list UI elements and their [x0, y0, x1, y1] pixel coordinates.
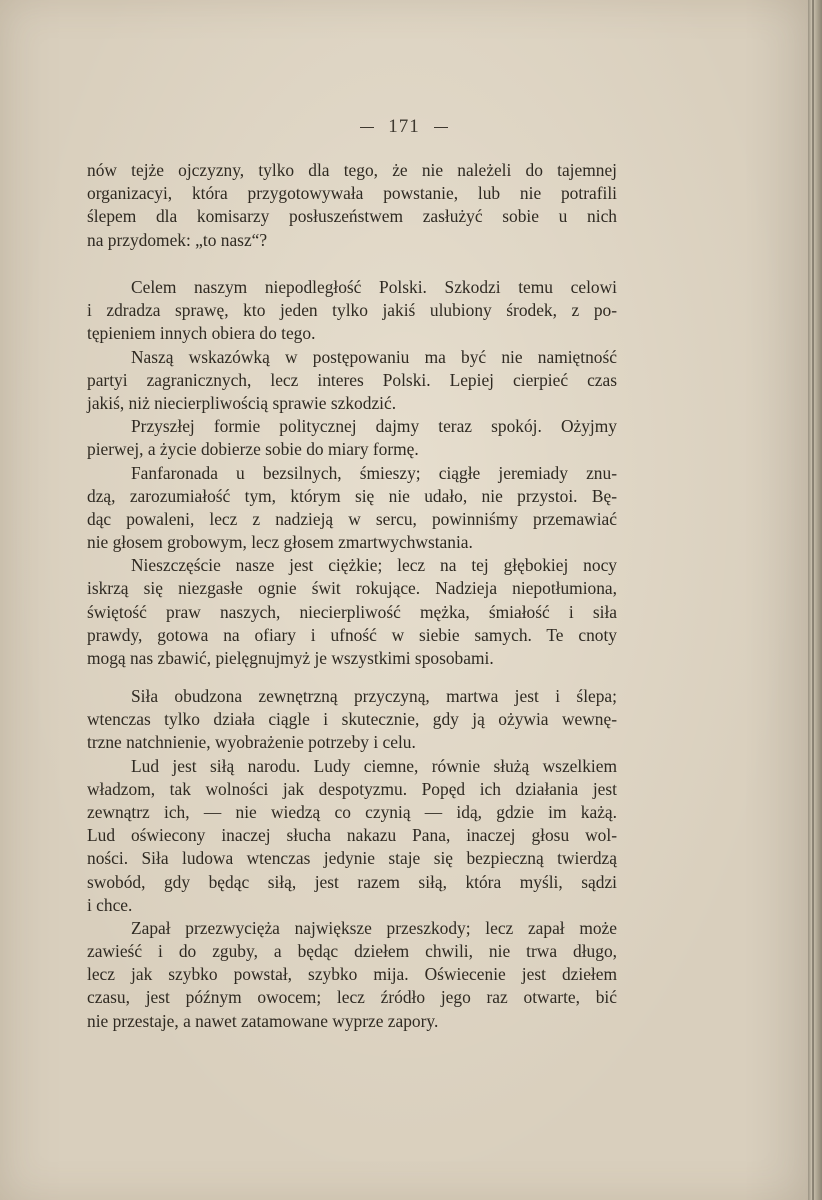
text-line: Lud oświecony inaczej słucha nakazu Pana, inaczej głosu wol- [87, 825, 617, 846]
text-line: Przyszłej formie politycznej dajmy teraz spokój. Ożyjmy [131, 416, 617, 437]
text-line: nie głosem grobowym, lecz głosem zmartwychwstania. [87, 532, 473, 553]
text-line: dąc powaleni, lecz z nadzieją w sercu, powinniśmy przemawiać [87, 508, 617, 529]
header-dash-left [360, 127, 374, 128]
text-line: ności. Siła ludowa wtenczas jedynie staje się bezpieczną twierdzą [87, 848, 617, 869]
text-block-3 [87, 685, 617, 1033]
text-line: partyi zagranicznych, lecz interes Polski. Lepiej cierpieć czas [87, 369, 617, 390]
text-line: Celem naszym niepodległość Polski. Szkodzi temu celowi [131, 277, 617, 297]
text-line: czasu, jest późnym owocem; lecz źródło jego raz otwarte, bić [87, 987, 617, 1008]
text-line: Siła obudzona zewnętrzną przyczyną, martwa jest i ślepa; [131, 686, 617, 706]
text-line: świętość praw naszych, niecierpliwość mężka, śmiałość i siła [87, 601, 617, 622]
text-line: i chce. [87, 894, 133, 915]
text-line: zewnątrz ich, — nie wiedzą co czynią — idą, gdzie im każą. [87, 801, 617, 822]
page-header [0, 116, 808, 138]
text-line: lecz jak szybko powstał, szybko mija. Oświecenie jest dziełem [87, 964, 617, 985]
text-line: nów tejże ojczyzny, tylko dla tego, że nie należeli do tajemnej [87, 160, 617, 180]
text-line: Naszą wskazówką w postępowaniu ma być nie namiętność [131, 346, 617, 367]
text-line: prawdy, gotowa na ofiary i ufność w siebie samych. Te cnoty [87, 624, 617, 645]
text-line: Lud jest siłą narodu. Ludy ciemne, równie służą wszelkiem [131, 755, 617, 776]
text-line: władzom, tak wolności jak despotyzmu. Popęd ich działania jest [87, 778, 617, 799]
text-line: ślepem dla komisarzy posłuszeństwem zasłużyć sobie u nich [87, 206, 617, 227]
text-line: Nieszczęście nasze jest ciężkie; lecz na tej głębokiej nocy [131, 555, 617, 576]
text-line: Zapał przezwycięża największe przeszkody; lecz zapał może [131, 917, 617, 938]
text-line: iskrzą się niezgasłe ognie świt rokujące. Nadzieja niepotłumiona, [87, 578, 617, 599]
text-line: mogą nas zbawić, pielęgnujmyż je wszystkimi sposobami. [87, 648, 494, 668]
text-line: tępieniem innych obiera do tego. [87, 323, 316, 344]
text-line: nie przestaje, a nawet zatamowane wyprze zapory. [87, 1010, 439, 1031]
page-edge [808, 0, 822, 1200]
text-line: Fanfaronada u bezsilnych, śmieszy; ciągłe jeremiady znu- [131, 462, 617, 483]
text-line: zawieść i do zguby, a będąc dziełem chwili, nie trwa długo, [87, 941, 617, 962]
text-line: jakiś, niż niecierpliwością sprawie szkodzić. [87, 392, 397, 413]
text-line: trzne natchnienie, wyobrażenie potrzeby i celu. [87, 732, 416, 753]
text-line: swobód, gdy będąc siłą, jest razem siłą, która myśli, sądzi [87, 871, 617, 892]
text-line: organizacyi, która przygotowywała powstanie, lub nie potrafili [87, 183, 617, 204]
text-block-1 [87, 159, 617, 252]
text-line: na przydomek: „to nasz“? [87, 229, 268, 250]
text-line: dzą, zarozumiałość tym, którym się nie udało, nie przystoi. Bę- [87, 485, 617, 506]
text-line: wtenczas tylko działa ciągle i skutecznie, gdy ją ożywia wewnę- [87, 709, 617, 730]
text-block-2 [87, 276, 617, 670]
page-number: 171 [388, 116, 420, 137]
text-line: i zdradza sprawę, kto jeden tylko jakiś ulubiony środek, z po- [87, 300, 617, 321]
header-dash-right [434, 127, 448, 128]
text-line: pierwej, a życie dobierze sobie do miary formę. [87, 439, 419, 460]
